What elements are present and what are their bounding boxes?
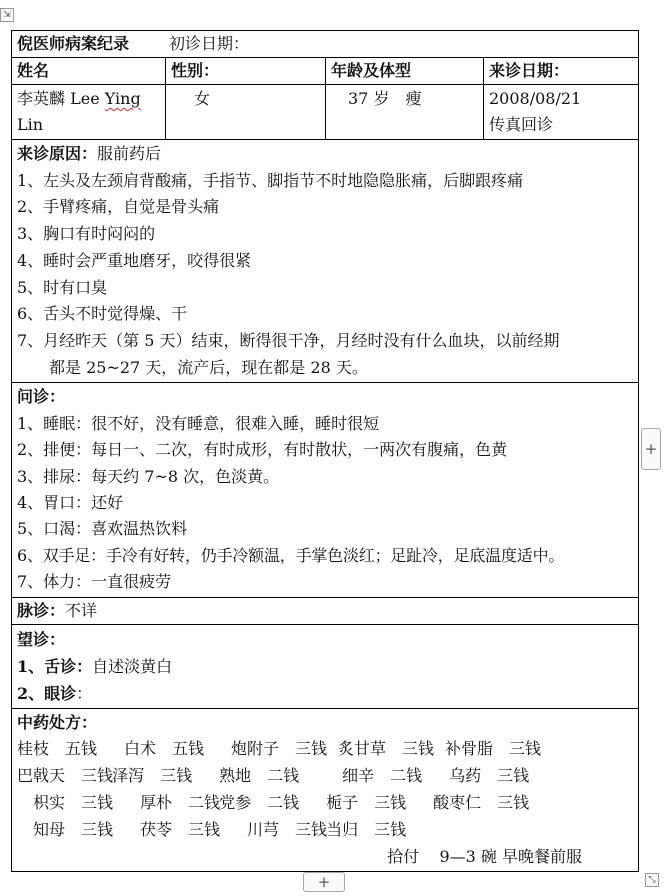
dosage-instruction (17, 844, 633, 871)
herb-item: 酸枣仁 三钱 (433, 792, 530, 812)
move-table-handle-icon[interactable]: ⇲ (0, 8, 14, 22)
title-cell[interactable] (12, 31, 639, 58)
inquiry-item: 4、胃口：还好 (17, 492, 124, 512)
reason-item: 6、舌头不时觉得燥、干 (17, 304, 188, 324)
prescription-row (12, 708, 639, 872)
patient-header-row (12, 58, 639, 85)
herb-item: 当归 三钱 (326, 819, 407, 839)
herb-item: 细辛 二钱 (326, 766, 423, 786)
herb-item: 乌药 三钱 (433, 766, 530, 786)
inquiry-row (12, 383, 639, 597)
reason-item: 7、月经昨天（第 5 天）结束，断得很干净，月经时没有什么血块，以前经期 (17, 330, 560, 350)
herb-item: 茯苓 三钱 (124, 819, 221, 839)
pulse-row (12, 597, 639, 624)
medical-record-table (11, 30, 639, 872)
pulse-label: 脉诊： (17, 600, 66, 620)
resize-table-handle-icon[interactable]: ⤡ (645, 873, 659, 887)
inquiry-item: 3、排尿：每天约 7~8 次，色淡黄。 (17, 466, 280, 486)
gender-header[interactable]: 性别： (166, 58, 326, 85)
age-build-header[interactable]: 年龄及体型 (326, 58, 484, 85)
patient-gender-cell[interactable] (166, 85, 326, 140)
eye-label: 2、眼诊 (17, 683, 77, 703)
tongue-line (17, 653, 633, 680)
reason-item-continuation: 都是 25~27 天，流产后，现在都是 28 天。 (49, 357, 368, 377)
tongue-value: 自述淡黄白 (92, 656, 173, 676)
visit-method: 传真回诊 (489, 115, 554, 134)
herb-item: 知母 三钱 (17, 819, 114, 839)
visit-date-cell[interactable] (484, 85, 639, 140)
patient-age-cell[interactable] (326, 85, 484, 140)
herb-item: 桂枝 五钱 (17, 739, 98, 759)
inquiry-item: 7、体力：一直很疲劳 (17, 572, 172, 592)
patient-info-row (12, 85, 639, 140)
inquiry-item: 1、睡眠：很不好，没有睡意，很难入睡，睡时很短 (17, 413, 380, 433)
observation-cell[interactable] (12, 624, 639, 708)
dosage-count: 拾付 (387, 846, 420, 866)
herb-item: 栀子 三钱 (326, 792, 407, 812)
patient-gender: 女 (194, 89, 211, 108)
add-row-button[interactable]: + (303, 872, 345, 892)
first-visit-date-label: 初诊日期： (169, 34, 250, 53)
inquiry-cell[interactable] (12, 383, 639, 597)
herb-item: 枳实 三钱 (17, 792, 114, 812)
patient-name-en-1: Lee (70, 89, 100, 108)
tongue-label: 1、舌诊： (17, 656, 93, 676)
patient-age: 37 岁 (348, 89, 390, 108)
dosage-timing: 早晚餐前服 (502, 846, 583, 866)
reason-value: 服前药后 (97, 144, 162, 163)
patient-name-cn: 李英麟 (17, 89, 66, 108)
visit-date-header[interactable]: 来诊日期： (484, 58, 639, 85)
dosage-water: 9—3 碗 (439, 846, 497, 866)
eye-value: ： (76, 683, 93, 703)
herb-item: 党参 二钱 (219, 792, 300, 812)
observation-row (12, 624, 639, 708)
add-column-button[interactable]: + (641, 428, 661, 470)
patient-build: 瘦 (405, 89, 422, 108)
herb-item: 补骨脂 三钱 (445, 739, 542, 759)
inquiry-item: 5、口渴：喜欢温热饮料 (17, 519, 188, 539)
reason-label: 来诊原因： (17, 144, 98, 163)
herb-list (17, 736, 633, 843)
eye-line (17, 680, 633, 707)
reason-item: 5、时有口臭 (17, 277, 108, 297)
reason-cell[interactable] (12, 140, 639, 383)
patient-name-cell[interactable] (12, 85, 166, 140)
patient-name-en-3: Lin (17, 115, 44, 134)
prescription-cell[interactable] (12, 708, 639, 872)
herb-item: 熟地 二钱 (219, 766, 300, 786)
prescription-label: 中药处方： (17, 712, 98, 732)
title-row (12, 31, 639, 58)
herb-item: 巴戟天 三钱 (17, 766, 114, 786)
observation-label: 望诊： (17, 629, 66, 649)
reason-item: 2、手臂疼痛，自觉是骨头痛 (17, 197, 220, 217)
herb-item: 泽泻 三钱 (112, 766, 193, 786)
patient-name-en-2: Ying (104, 89, 141, 108)
herb-item: 川芎 三钱 (231, 819, 328, 839)
pulse-value: 不详 (65, 600, 98, 620)
herb-item: 炙甘草 三钱 (338, 739, 435, 759)
reason-row (12, 140, 639, 383)
herb-item: 炮附子 三钱 (231, 739, 328, 759)
inquiry-item: 2、排便：每日一、二次，有时成形，有时散状，一两次有腹痛，色黄 (17, 440, 508, 460)
reason-item: 1、左头及左颈肩背酸痛，手指节、脚指节不时地隐隐胀痛，后脚跟疼痛 (17, 170, 524, 190)
record-title: 倪医师病案纪录 (17, 34, 130, 53)
reason-item: 4、睡时会严重地磨牙，咬得很紧 (17, 250, 252, 270)
visit-date-value: 2008/08/21 (489, 89, 582, 108)
reason-heading (17, 141, 633, 168)
inquiry-label: 问诊： (17, 387, 66, 407)
pulse-cell[interactable] (12, 597, 639, 624)
herb-item: 白术 五钱 (124, 739, 205, 759)
inquiry-item: 6、双手足：手冷有好转，仍手冷额温，手掌色淡红；足趾冷，足底温度适中。 (17, 545, 565, 565)
name-header[interactable]: 姓名 (12, 58, 166, 85)
herb-item: 厚朴 二钱 (124, 792, 221, 812)
reason-item: 3、胸口有时闷闷的 (17, 224, 156, 244)
